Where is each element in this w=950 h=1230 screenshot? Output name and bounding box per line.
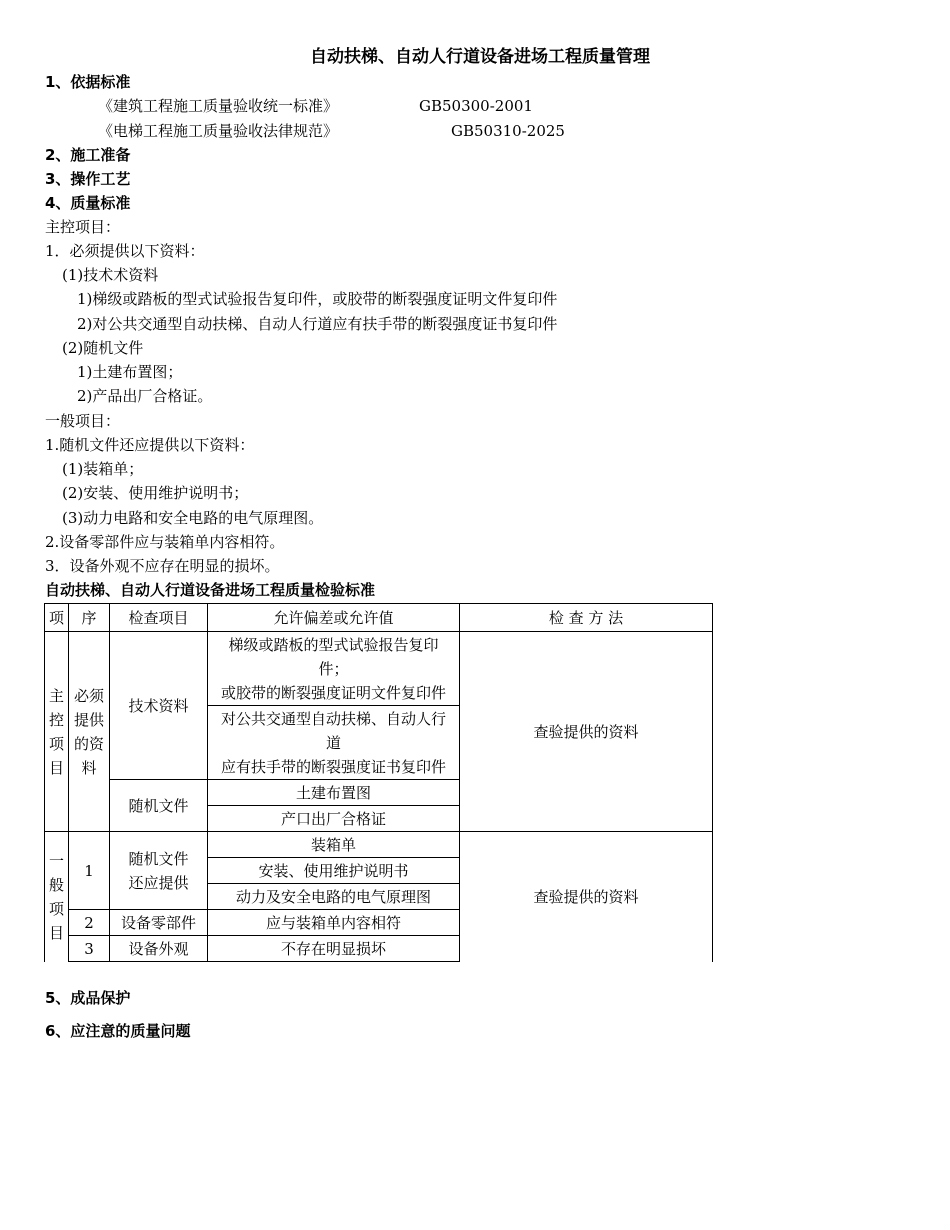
header-cell: 序 (69, 604, 110, 632)
general-item-3: 设备外观 (110, 936, 208, 962)
body-line: 2)产品出厂合格证。 (77, 387, 213, 405)
general-seq-2: 2 (69, 910, 110, 936)
header-cell: 检查项目 (110, 604, 208, 632)
standard-code-1: GB50300-2001 (419, 97, 533, 115)
body-line: 主控项目： (45, 218, 121, 236)
body-line: (3)动力电路和安全电路的电气原理图。 (62, 509, 324, 527)
body-line: (1)技术术资料 (62, 266, 159, 284)
standard-name-1: 《建筑工程施工质量验收统一标准》 (98, 97, 339, 115)
body-line: 1．必须提供以下资料： (45, 242, 205, 260)
random-docs-value-1: 土建布置图 (208, 780, 460, 806)
general-seq-1: 1 (69, 832, 110, 910)
body-line: (1)装箱单； (62, 460, 144, 478)
body-line: 1)梯级或踏板的型式试验报告复印件，或胶带的断裂强度证明文件复印件 (77, 290, 558, 308)
body-line: 2)对公共交通型自动扶梯、自动人行道应有扶手带的断裂强度证书复印件 (77, 315, 558, 333)
section-heading-2: 2、施工准备 (45, 146, 131, 164)
body-line: 1.随机文件还应提供以下资料： (45, 436, 255, 454)
section-heading-1: 1、依据标准 (45, 73, 131, 91)
table-caption: 自动扶梯、自动人行道设备进场工程质量检验标准 (45, 581, 376, 599)
body-line: 一般项目： (45, 412, 121, 430)
header-cell: 检 查 方 法 (460, 604, 713, 632)
page-title: 自动扶梯、自动人行道设备进场工程质量管理 (310, 47, 650, 67)
general-value-3: 不存在明显损坏 (208, 936, 460, 962)
section-heading-6: 6、应注意的质量问题 (45, 1022, 191, 1040)
general-seq-3: 3 (69, 936, 110, 962)
general-value-1a: 装箱单 (208, 832, 460, 858)
general-value-1b: 安装、使用维护说明书 (208, 858, 460, 884)
general-check-method: 查验提供的资料 (460, 832, 713, 962)
header-cell: 允许偏差或允许值 (208, 604, 460, 632)
tech-docs-item: 技术资料 (110, 632, 208, 780)
main-items-group: 主 控 项 目 (45, 632, 69, 832)
general-value-2: 应与装箱单内容相符 (208, 910, 460, 936)
tech-docs-value-2: 对公共交通型自动扶梯、自动人行 道 应有扶手带的断裂强度证书复印件 (208, 706, 460, 780)
main-items-seq: 必须 提供 的资 料 (69, 632, 110, 832)
random-docs-value-2: 产口出厂合格证 (208, 806, 460, 832)
general-value-1c: 动力及安全电路的电气原理图 (208, 884, 460, 910)
standard-code-2: GB50310-2025 (451, 122, 565, 140)
general-item-1: 随机文件 还应提供 (110, 832, 208, 910)
section-heading-4: 4、质量标准 (45, 194, 131, 212)
body-line: 2.设备零部件应与装箱单内容相符。 (45, 533, 285, 551)
general-items-group: 一 般 项 目 (45, 832, 69, 962)
inspection-table (44, 603, 713, 962)
body-line: 1)土建布置图； (77, 363, 183, 381)
general-item-2: 设备零部件 (110, 910, 208, 936)
body-line: 3．设备外观不应存在明显的损坏。 (45, 557, 280, 575)
random-docs-item: 随机文件 (110, 780, 208, 832)
tech-docs-value-1: 梯级或踏板的型式试验报告复印 件； 或胶带的断裂强度证明文件复印件 (208, 632, 460, 706)
section-heading-5: 5、成品保护 (45, 989, 131, 1007)
standard-name-2: 《电梯工程施工质量验收法律规范》 (98, 122, 339, 140)
header-cell: 项 (45, 604, 69, 632)
body-line: (2)随机文件 (62, 339, 144, 357)
section-heading-3: 3、操作工艺 (45, 170, 131, 188)
body-line: (2)安装、使用维护说明书； (62, 484, 249, 502)
main-check-method: 查验提供的资料 (460, 632, 713, 832)
